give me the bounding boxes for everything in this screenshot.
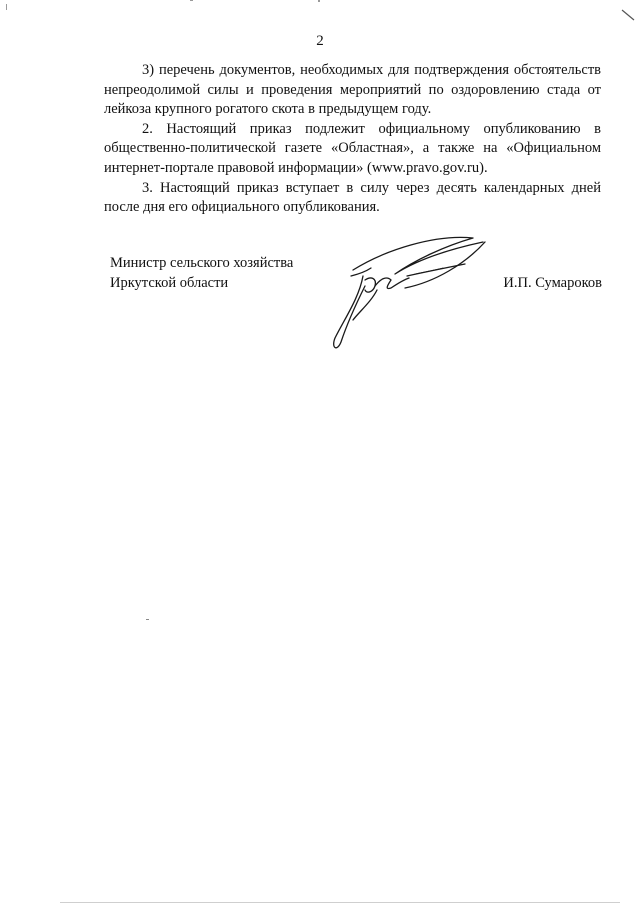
- scan-edge-mark-top-2: [318, 0, 320, 2]
- signatory-title-line-2: Иркутской области: [110, 274, 229, 291]
- paragraph-effective-date: 3. Настоящий приказ вступает в силу через десять календарных дней после дня его официального опубликования.: [104, 179, 601, 216]
- document-body: [104, 61, 601, 218]
- handwritten-signature: [325, 228, 495, 358]
- scan-edge-mark-top: [190, 0, 193, 1]
- page-number: 2: [316, 33, 324, 49]
- paragraph-list-item-3: 3) перечень документов, необходимых для подтверждения обстоятельств непреодолимой силы и проведения мероприятий по оздоровлению стада от лейкоза крупного рогатого скота в предыдущем году.: [104, 62, 601, 118]
- signatory-name: И.П. Сумароков: [503, 274, 602, 291]
- corner-fold-mark: [620, 6, 636, 22]
- signatory-title-line-1: Министр сельского хозяйства: [110, 255, 294, 271]
- scan-edge-mark-bottom: [60, 902, 620, 903]
- signatory-title: [110, 254, 293, 293]
- stray-dot: [146, 619, 149, 620]
- paragraph-publication: 2. Настоящий приказ подлежит официальному опубликованию в общественно-политической газете «Областная», а также на «Официальном интернет-портале правовой информации» (www.pravo.gov.ru).: [104, 120, 601, 176]
- scan-edge-mark-left: [6, 4, 7, 10]
